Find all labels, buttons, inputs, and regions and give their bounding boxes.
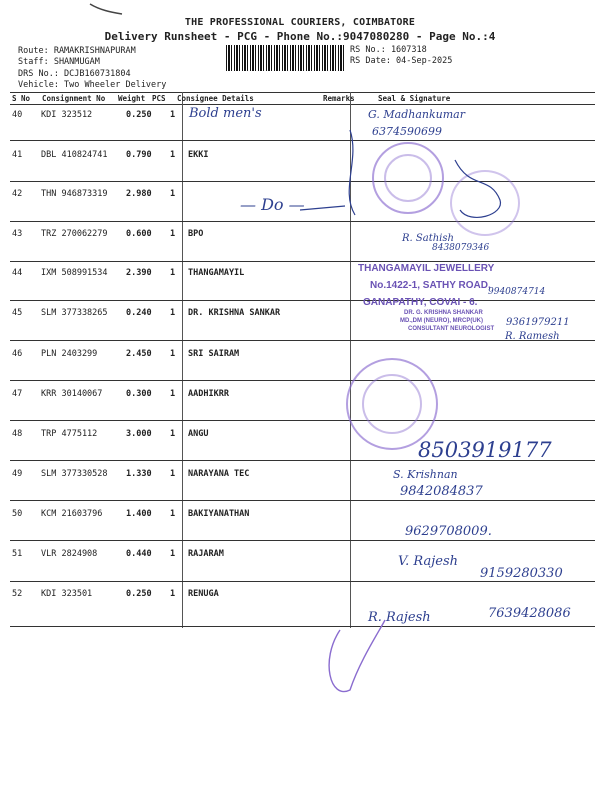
row-sno: 49 (12, 469, 23, 479)
handwritten-phone: 9940874714 (488, 287, 546, 297)
row-consignment: PLN 2403299 (41, 349, 98, 359)
thangamayil-stamp-line2: No.1422-1, SATHY ROAD, (370, 280, 491, 291)
handwritten-phone: 9629708009. (405, 524, 492, 539)
col-seal: Seal & Signature (378, 94, 451, 103)
rs-date: RS Date: 04-Sep-2025 (350, 56, 453, 66)
handwritten-signature: G. Madhankumar (368, 108, 465, 121)
row-consignee: DR. KRISHNA SANKAR (188, 308, 281, 318)
thangamayil-stamp-line3: GANAPATHY, COVAI - 6. (363, 297, 478, 308)
handwritten-ditto-mark: — Do — (240, 195, 305, 214)
row-weight: 2.450 (126, 349, 152, 359)
row-sno: 46 (12, 349, 23, 359)
row-consignment: THN 946873319 (41, 189, 108, 199)
row-pcs: 1 (170, 589, 176, 599)
row-pcs: 1 (170, 189, 176, 199)
row-consignee: THANGAMAYIL (188, 268, 245, 278)
row-pcs: 1 (170, 229, 176, 239)
row-weight: 0.440 (126, 549, 152, 559)
row-pcs: 1 (170, 549, 176, 559)
col-consignment: Consignment No (42, 94, 106, 103)
col-consignee: Consignee Details (177, 94, 254, 103)
row-consignment: KDI 323512 (41, 110, 93, 120)
row-weight: 2.390 (126, 268, 152, 278)
row-pcs: 1 (170, 150, 176, 160)
row-sno: 40 (12, 110, 23, 120)
row-consignee: AADHIKRR (188, 389, 229, 399)
row-pcs: 1 (170, 308, 176, 318)
row-consignee: BPO (188, 229, 204, 239)
route-label: Route: RAMAKRISHNAPURAM (18, 46, 136, 56)
staff-label: Staff: SHANMUGAM (18, 57, 100, 67)
row-weight: 0.240 (126, 308, 152, 318)
row-sno: 51 (12, 549, 23, 559)
row-consignee: ANGU (188, 429, 209, 439)
handwritten-phone: 6374590699 (372, 125, 442, 138)
row-consignment: KRR 30140067 (41, 389, 103, 399)
handwritten-signature: R. Rajesh (368, 610, 431, 625)
row-pcs: 1 (170, 349, 176, 359)
row-pcs: 1 (170, 509, 176, 519)
handwritten-phone: 9842084837 (400, 484, 483, 499)
col-remarks: Remarks (323, 94, 355, 103)
handwritten-signature: S. Krishnan (393, 468, 458, 481)
doctor-stamp-line1: DR. G. KRISHNA SHANKAR (404, 310, 483, 316)
row-sno: 50 (12, 509, 23, 519)
handwritten-phone: 8503919177 (418, 438, 552, 462)
row-consignment: KDI 323501 (41, 589, 93, 599)
row-sno: 47 (12, 389, 23, 399)
company-title: THE PROFESSIONAL COURIERS, COIMBATORE (184, 17, 416, 28)
row-consignee: NARAYANA TEC (188, 469, 250, 479)
row-pcs: 1 (170, 429, 176, 439)
row-consignee: RENUGA (188, 589, 219, 599)
row-weight: 1.400 (126, 509, 152, 519)
row-weight: 2.980 (126, 189, 152, 199)
handwritten-name: R. Ramesh (505, 331, 560, 342)
row-consignee: EKKI (188, 150, 209, 160)
row-consignment: TRP 4775112 (41, 429, 98, 439)
doctor-stamp-line3: CONSULTANT NEUROLOGIST (408, 326, 495, 332)
handwritten-phone: 9159280330 (480, 566, 563, 581)
handwritten-consignee-name: Bold men's (189, 106, 262, 121)
row-pcs: 1 (170, 110, 176, 120)
row-sno: 52 (12, 589, 23, 599)
row-sno: 45 (12, 308, 23, 318)
row-weight: 0.300 (126, 389, 152, 399)
thangamayil-stamp-line1: THANGAMAYIL JEWELLERY (358, 263, 495, 274)
row-consignment: SLM 377338265 (41, 308, 108, 318)
row-consignment: VLR 2824908 (41, 549, 98, 559)
doctor-stamp-line2: MD.,DM (NEURO), MRCP(UK) (400, 318, 483, 324)
handwritten-phone: 7639428086 (488, 606, 571, 621)
row-pcs: 1 (170, 469, 176, 479)
handwritten-signature: R. Sathish (402, 233, 454, 244)
row-sno: 48 (12, 429, 23, 439)
drs-number: DRS No.: DCJB160731804 (18, 69, 131, 79)
col-pcs: PCS (152, 94, 166, 103)
row-consignment: DBL 410824741 (41, 150, 108, 160)
row-consignment: IXM 508991534 (41, 268, 108, 278)
row-sno: 44 (12, 268, 23, 278)
vehicle-label: Vehicle: Two Wheeler Delivery (18, 80, 167, 90)
col-weight: Weight (118, 94, 146, 103)
handwritten-phone: 8438079346 (432, 243, 490, 253)
rs-number: RS No.: 1607318 (350, 45, 427, 55)
row-weight: 0.600 (126, 229, 152, 239)
row-sno: 43 (12, 229, 23, 239)
row-consignment: SLM 377330528 (41, 469, 108, 479)
row-sno: 41 (12, 150, 23, 160)
runsheet-subtitle: Delivery Runsheet - PCG - Phone No.:9047080280 - Page No.:4 (104, 30, 496, 43)
row-consignment: TRZ 270062279 (41, 229, 108, 239)
col-sno: S No (12, 94, 31, 103)
row-weight: 0.790 (126, 150, 152, 160)
row-consignee: BAKIYANATHAN (188, 509, 250, 519)
row-weight: 1.330 (126, 469, 152, 479)
handwritten-phone: 9361979211 (506, 317, 570, 328)
row-weight: 0.250 (126, 110, 152, 120)
row-weight: 3.000 (126, 429, 152, 439)
row-weight: 0.250 (126, 589, 152, 599)
row-sno: 42 (12, 189, 23, 199)
row-pcs: 1 (170, 389, 176, 399)
row-consignee: RAJARAM (188, 549, 224, 559)
row-consignment: KCM 21603796 (41, 509, 103, 519)
row-pcs: 1 (170, 268, 176, 278)
row-consignee: SRI SAIRAM (188, 349, 240, 359)
handwritten-signature: V. Rajesh (398, 554, 458, 569)
